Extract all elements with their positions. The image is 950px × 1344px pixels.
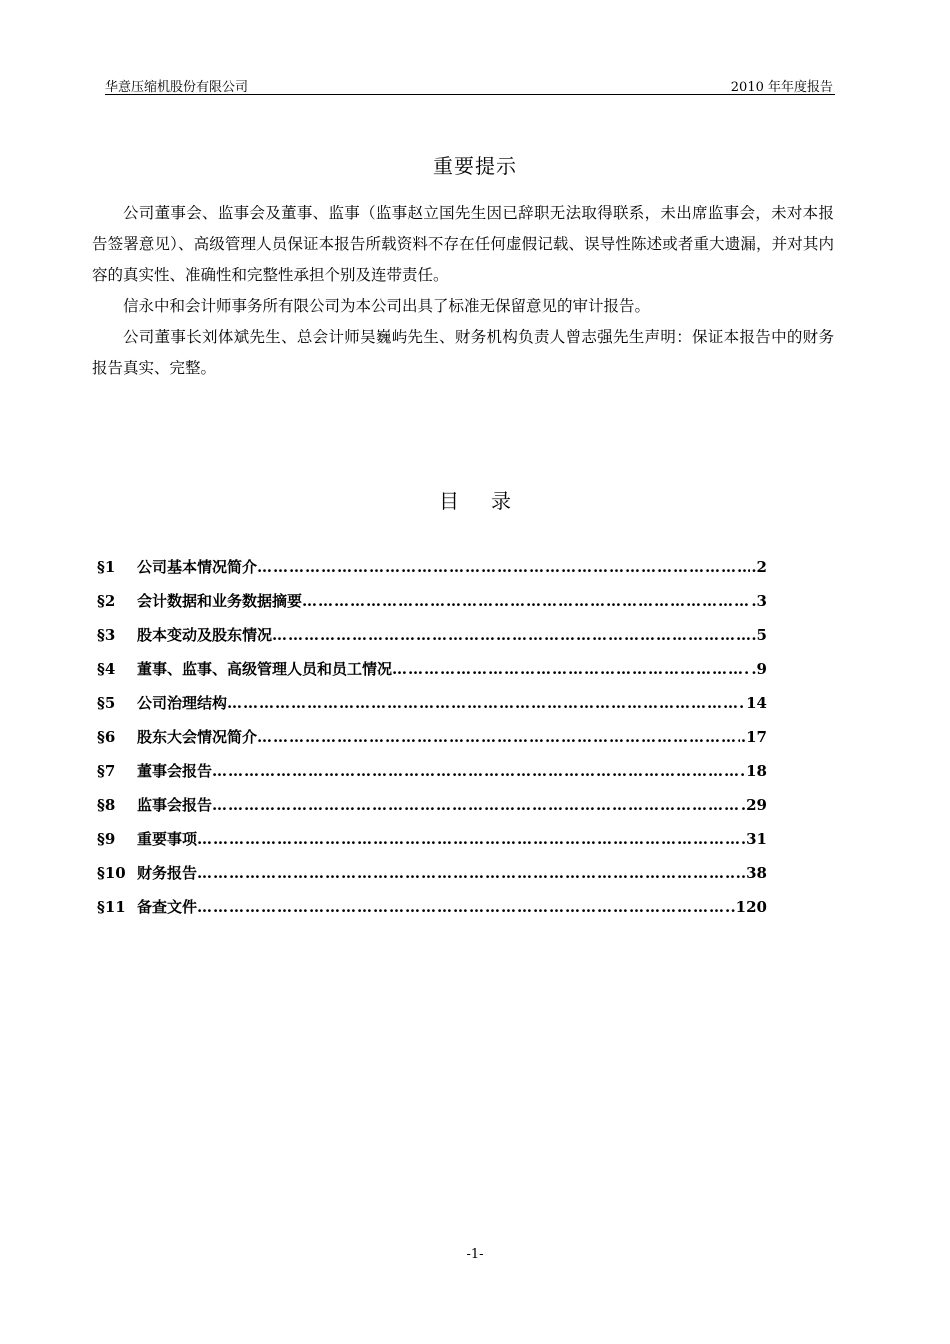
toc-item-label[interactable]: 公司治理结构 [137, 694, 228, 712]
toc-title [0, 485, 950, 514]
toc-page-number: .5 [751, 626, 767, 644]
notice-title: 重要提示 [433, 154, 517, 178]
toc-item[interactable] [97, 862, 767, 896]
toc-page-number: ..38 [735, 864, 767, 882]
toc-leader-dots [302, 592, 750, 610]
toc-item-label[interactable]: 董事、监事、高级管理人员和员工情况 [137, 660, 393, 678]
toc-item[interactable] [97, 556, 767, 590]
toc-leader-dots [227, 694, 745, 712]
toc-leader-dots [257, 728, 740, 746]
toc-page-number: .9 [751, 660, 767, 678]
table-of-contents [97, 556, 767, 930]
toc-title-right: 录 [491, 489, 511, 513]
toc-item[interactable] [97, 590, 767, 624]
toc-section-number: §8 [97, 796, 116, 814]
toc-leader-dots [272, 626, 750, 644]
header-company: 华意压缩机股份有限公司 [105, 80, 249, 95]
toc-item-label[interactable]: 备查文件 [137, 898, 198, 916]
toc-section-number: §4 [97, 660, 116, 678]
page-header [105, 74, 835, 95]
toc-item-label[interactable]: 重要事项 [137, 830, 198, 848]
toc-item-label[interactable]: 财务报告 [137, 864, 198, 882]
toc-item[interactable] [97, 692, 767, 726]
toc-section-number: §10 [97, 864, 126, 882]
toc-page-number: 18 [746, 762, 767, 780]
toc-leader-dots [257, 558, 750, 576]
toc-page-number: .31 [740, 830, 767, 848]
toc-leader-dots [212, 796, 740, 814]
toc-page-number: 14 [746, 694, 767, 712]
notice-paragraph: 公司董事长刘体斌先生、总会计师吴巍屿先生、财务机构负责人曾志强先生声明：保证本报告中的财务报告真实、完整。 [92, 328, 834, 377]
toc-section-number: §1 [97, 558, 116, 576]
toc-item-label[interactable]: 会计数据和业务数据摘要 [137, 592, 303, 610]
toc-section-number: §9 [97, 830, 116, 848]
toc-section-number: §7 [97, 762, 116, 780]
toc-page-number: .17 [740, 728, 767, 746]
toc-leader-dots [392, 660, 750, 678]
toc-page-number: .120 [730, 898, 767, 916]
toc-section-number: §6 [97, 728, 116, 746]
toc-item[interactable] [97, 794, 767, 828]
toc-page-number: .29 [740, 796, 767, 814]
notice-paragraph: 公司董事会、监事会及董事、监事（监事赵立国先生因已辞职无法取得联系，未出席监事会，未对本报告签署意见）、高级管理人员保证本报告所载资料不存在任何虚假记载、误导性陈述或者重大遗漏，并对其内容的真实性、准确性和完整性承担个别及连带责任。 [92, 204, 834, 284]
toc-item[interactable] [97, 896, 767, 930]
toc-leader-dots [197, 830, 740, 848]
toc-item[interactable] [97, 760, 767, 794]
notice-paragraph: 信永中和会计师事务所有限公司为本公司出具了标准无保留意见的审计报告。 [123, 297, 651, 315]
toc-page-number: .3 [751, 592, 767, 610]
toc-leader-dots [197, 898, 729, 916]
toc-item-label[interactable]: 公司基本情况简介 [137, 558, 258, 576]
toc-item-label[interactable]: 股东大会情况简介 [137, 728, 258, 746]
toc-section-number: §5 [97, 694, 116, 712]
notice-body [92, 198, 834, 384]
toc-item[interactable] [97, 658, 767, 692]
page-number: -1- [466, 1247, 484, 1262]
toc-section-number: §11 [97, 898, 126, 916]
toc-leader-dots [212, 762, 745, 780]
toc-item-label[interactable]: 董事会报告 [137, 762, 213, 780]
toc-item[interactable] [97, 726, 767, 760]
toc-section-number: §2 [97, 592, 116, 610]
toc-page-number: .2 [751, 558, 767, 576]
toc-leader-dots [197, 864, 735, 882]
toc-title-left: 目 [439, 489, 459, 513]
toc-item-label[interactable]: 监事会报告 [137, 796, 213, 814]
toc-item[interactable] [97, 828, 767, 862]
toc-item-label[interactable]: 股本变动及股东情况 [137, 626, 273, 644]
toc-item[interactable] [97, 624, 767, 658]
toc-section-number: §3 [97, 626, 116, 644]
header-report-title: 2010 年年度报告 [730, 80, 833, 95]
